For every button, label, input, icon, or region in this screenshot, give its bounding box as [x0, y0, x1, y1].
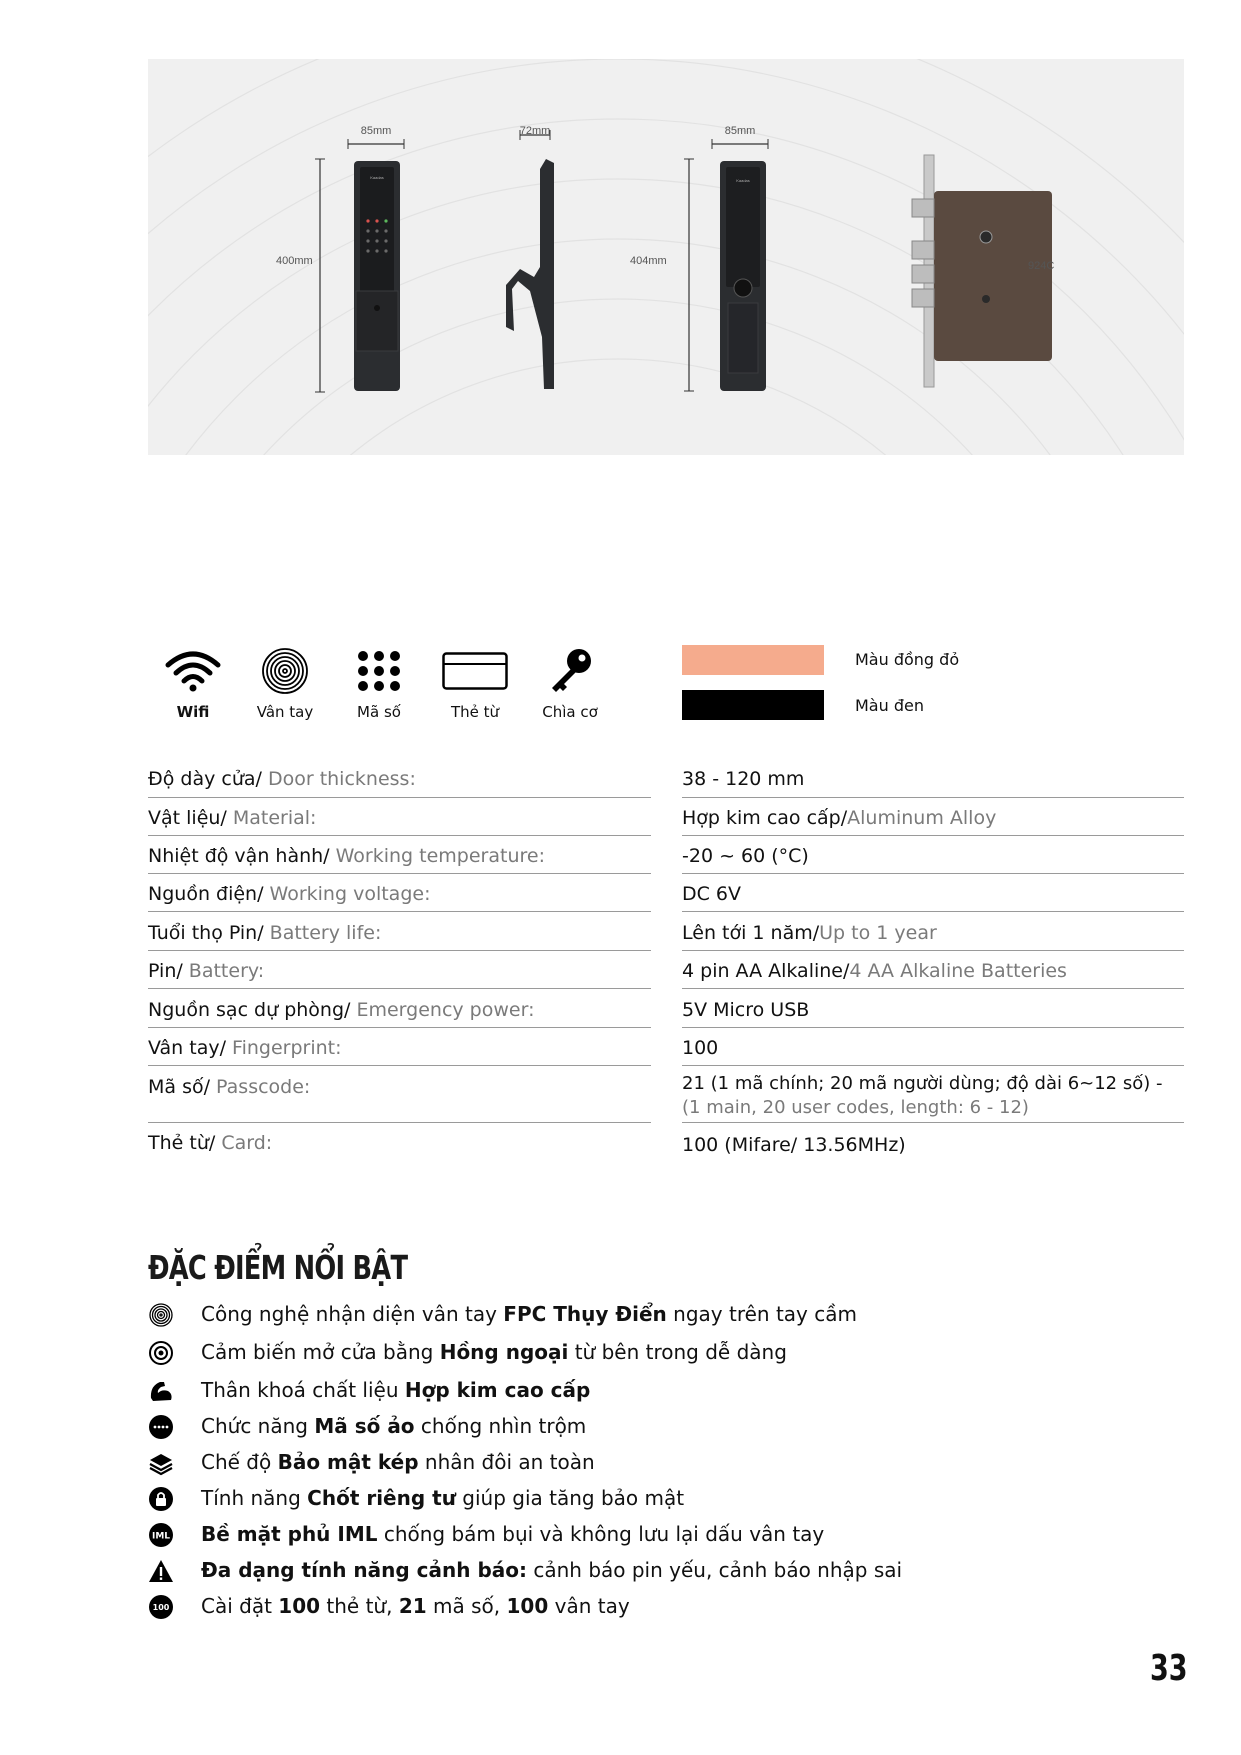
- highlight-item: [148, 1483, 1148, 1513]
- spec-value: -20 ~ 60 (°C): [682, 845, 809, 867]
- layers-icon: [148, 1450, 174, 1476]
- highlight-text: Bề mặt phủ IML chống bám bụi và không lưu lại dấu vân tay: [201, 1522, 825, 1546]
- highlights-title: ĐẶC ĐIỂM NỔI BẬT: [148, 1248, 408, 1287]
- spec-value: Hợp kim cao cấp/Aluminum Alloy: [682, 807, 997, 829]
- spec-label: Nguồn điện/ Working voltage:: [148, 883, 431, 905]
- product-drawing: [148, 59, 1184, 455]
- highlight-item: [148, 1299, 1148, 1329]
- highlight-text: Tính năng Chốt riêng tư giúp gia tăng bảo mật: [201, 1486, 685, 1510]
- highlight-text: Cài đặt 100 thẻ từ, 21 mã số, 100 vân tay: [201, 1594, 630, 1618]
- feature-label: Wifi: [176, 703, 210, 721]
- color-label-copper: Màu đồng đỏ: [855, 650, 960, 669]
- spec-value: 21 (1 mã chính; 20 mã người dùng; độ dài 6~12 số) - (1 main, 20 user codes, length: 6 - 12): [682, 1073, 1163, 1118]
- spec-label: Pin/ Battery:: [148, 960, 265, 982]
- highlight-item: [148, 1447, 1148, 1477]
- height-right-label: 404mm: [630, 255, 667, 267]
- iml-icon: [148, 1522, 174, 1548]
- highlight-item: [148, 1337, 1148, 1367]
- spec-value: 100: [682, 1037, 719, 1059]
- spec-value: Lên tới 1 năm/Up to 1 year: [682, 922, 937, 944]
- brand-text: Kaadas: [736, 178, 750, 183]
- width-side-label: 72mm: [519, 125, 551, 137]
- spec-value: 38 - 120 mm: [682, 768, 805, 790]
- spec-value: 5V Micro USB: [682, 999, 810, 1021]
- feature-label: Mã số: [357, 703, 401, 721]
- hundred-icon: [148, 1594, 174, 1620]
- highlight-item: [148, 1519, 1148, 1549]
- wifi-icon: [148, 645, 238, 697]
- svg-text:IML: IML: [151, 1531, 171, 1542]
- feature-keypad: [334, 645, 424, 721]
- strong-arm-icon: [148, 1378, 174, 1404]
- color-swatch-black: [682, 690, 824, 720]
- width-left-label: 85mm: [360, 125, 392, 137]
- spec-label: Vật liệu/ Material:: [148, 807, 317, 829]
- highlight-item: [148, 1555, 1148, 1585]
- spec-label: Nhiệt độ vận hành/ Working temperature:: [148, 845, 545, 867]
- highlight-text: Công nghệ nhận diện vân tay FPC Thụy Điển ngay trên tay cầm: [201, 1302, 857, 1326]
- back-lock-view: [630, 125, 768, 391]
- highlight-text: Chức năng Mã số ảo chống nhìn trộm: [201, 1414, 587, 1438]
- feature-key: [525, 645, 615, 721]
- key-icon: [525, 645, 615, 697]
- spec-value: 100 (Mifare/ 13.56MHz): [682, 1134, 906, 1156]
- spec-value: 4 pin AA Alkaline/4 AA Alkaline Batteries: [682, 960, 1067, 982]
- fingerprint-icon: [148, 1302, 174, 1328]
- feature-icons-row: [148, 645, 648, 735]
- feature-fingerprint: [240, 645, 330, 721]
- spec-label: Độ dày cửa/ Door thickness:: [148, 768, 416, 790]
- spec-label: Nguồn sạc dự phòng/ Emergency power:: [148, 999, 535, 1021]
- highlight-item: [148, 1591, 1148, 1621]
- feature-label: Vân tay: [256, 703, 314, 721]
- infrared-sensor-icon: [148, 1340, 174, 1366]
- mortise-model-label: 924C: [1028, 260, 1055, 272]
- color-swatch-copper: [682, 645, 824, 675]
- virtual-code-icon: [148, 1414, 174, 1440]
- spec-value: DC 6V: [682, 883, 742, 905]
- spec-label: Mã số/ Passcode:: [148, 1076, 311, 1098]
- spec-label: Vân tay/ Fingerprint:: [148, 1037, 342, 1059]
- height-left-label: 400mm: [276, 255, 313, 267]
- feature-card: [430, 645, 520, 721]
- highlight-item: [148, 1411, 1148, 1441]
- feature-wifi: [148, 645, 238, 721]
- color-label-black: Màu đen: [855, 696, 924, 715]
- side-lock-view: [506, 125, 554, 389]
- page-number: 33: [1150, 1648, 1188, 1689]
- feature-label: Chìa cơ: [542, 703, 598, 721]
- card-icon: [430, 645, 520, 697]
- front-lock-view: [276, 125, 404, 392]
- lock-icon: [148, 1486, 174, 1512]
- highlight-text: Chế độ Bảo mật kép nhân đôi an toàn: [201, 1450, 595, 1474]
- spec-label: Thẻ từ/ Card:: [148, 1132, 273, 1154]
- mortise-body: [912, 155, 1054, 387]
- product-dimension-image: [148, 59, 1184, 455]
- highlight-text: Thân khoá chất liệu Hợp kim cao cấp: [201, 1378, 591, 1402]
- highlight-text: Đa dạng tính năng cảnh báo: cảnh báo pin yếu, cảnh báo nhập sai: [201, 1558, 903, 1582]
- highlight-item: [148, 1375, 1148, 1405]
- feature-label: Thẻ từ: [450, 703, 500, 721]
- svg-text:100: 100: [152, 1603, 170, 1612]
- warning-icon: [148, 1558, 174, 1584]
- highlight-text: Cảm biến mở cửa bằng Hồng ngoại từ bên trong dễ dàng: [201, 1340, 787, 1364]
- spec-label: Tuổi thọ Pin/ Battery life:: [148, 922, 382, 944]
- keypad-icon: [334, 645, 424, 697]
- fingerprint-icon: [240, 645, 330, 697]
- brand-text: Kaadas: [370, 175, 384, 180]
- width-right-label: 85mm: [724, 125, 756, 137]
